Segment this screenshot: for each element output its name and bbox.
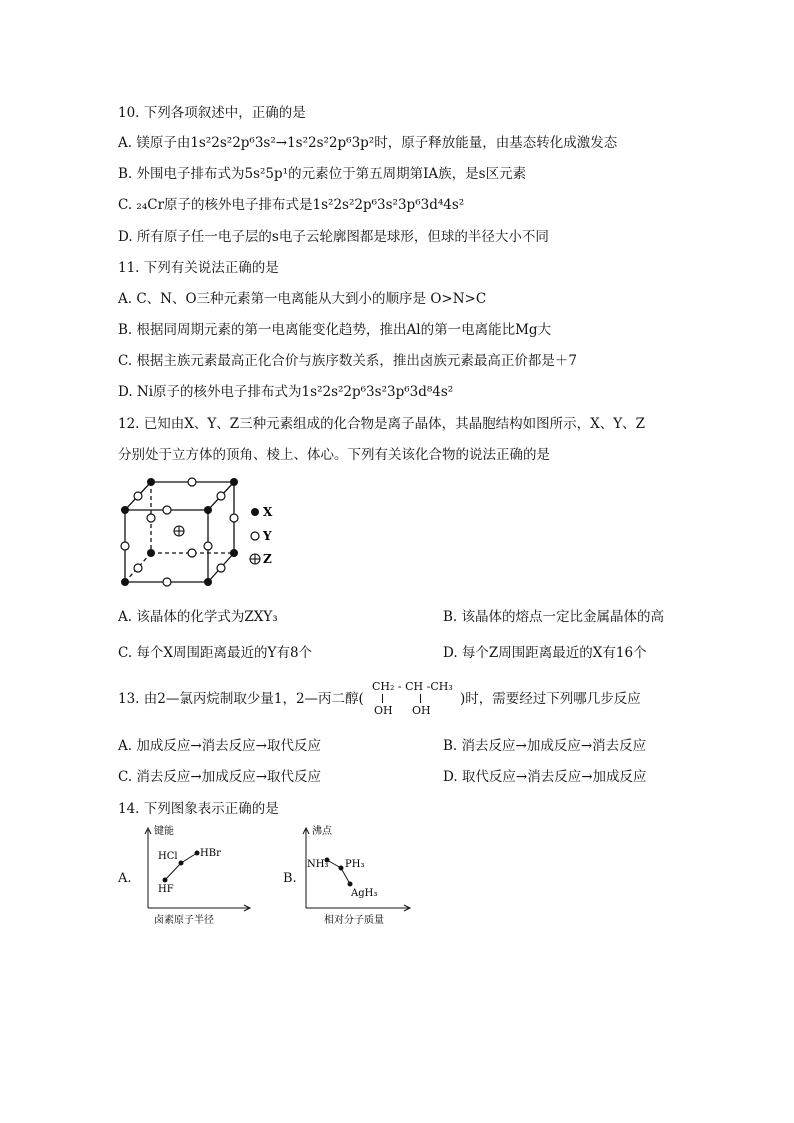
q11-option-b: B. 根据同周期元素的第一电离能变化趋势，推出Al的第一电离能比Mg大 (118, 322, 552, 338)
q12-option-d: D. 每个Z周围距离最近的X有16个 (443, 645, 647, 661)
q13-option-c: C. 消去反应→加成反应→取代反应 (118, 769, 322, 785)
q12-stem-line2: 分别处于立方体的顶角、棱上、体心。下列有关该化合物的说法正确的是 (118, 447, 550, 463)
diol-formula (372, 680, 462, 720)
q13-option-d: D. 取代反应→消去反应→加成反应 (443, 769, 647, 785)
graph-a-point-hf: HF (158, 884, 174, 895)
graph-a-point-hcl: HCl (158, 851, 178, 862)
graph-b-boiling-point (298, 820, 418, 930)
q13-option-a: A. 加成反应→消去反应→取代反应 (118, 738, 321, 754)
hydroxyl-2: OH (412, 704, 431, 717)
q10-option-c: C. ₂₄Cr原子的核外电子排布式是1s²2s²2p⁶3s²3p⁶3d⁴4s² (118, 197, 465, 213)
graph-b-ylabel: 沸点 (312, 826, 332, 837)
graph-b-point-agh3: AgH₃ (351, 888, 378, 899)
crystal-cell-diagram (115, 470, 285, 595)
q11-option-d: D. Ni原子的核外电子排布式为1s²2s²2p⁶3s²3p⁶3d⁸4s² (118, 384, 454, 400)
q12-option-c: C. 每个X周围距离最近的Y有8个 (118, 645, 313, 661)
graph-b-point-ph3: PH₃ (345, 859, 365, 870)
formula-chain: CH₂ - CH -CH₃ (372, 680, 453, 693)
q12-stem-line1: 12. 已知由X、Y、Z三种元素组成的化合物是离子晶体，其晶胞结构如图所示，X、Y、Z (118, 416, 646, 432)
q11-option-c: C. 根据主族元素最高正化合价与族序数关系，推出卤族元素最高正价都是＋7 (118, 353, 578, 369)
q13-stem-post: )时，需要经过下列哪几步反应 (460, 691, 641, 707)
legend-z: Z (263, 552, 272, 566)
graph-b-point-nh3: NH₃ (307, 859, 329, 870)
q12-option-b: B. 该晶体的熔点一定比金属晶体的高 (443, 609, 665, 625)
q11-stem: 11. 下列有关说法正确的是 (118, 260, 279, 276)
graph-a-bond-energy (140, 822, 260, 932)
legend-x: X (263, 505, 273, 519)
q10-option-a: A. 镁原子由1s²2s²2p⁶3s²→1s²2s²2p⁶3p²时，原子释放能量，由基态转化成激发态 (118, 135, 618, 151)
q13-option-b: B. 消去反应→加成反应→消去反应 (443, 738, 647, 754)
q10-stem: 10. 下列各项叙述中，正确的是 (118, 105, 306, 121)
q12-option-a: A. 该晶体的化学式为ZXY₃ (118, 609, 278, 625)
graph-a-ylabel: 键能 (154, 826, 174, 837)
q14-option-b-label: B. (283, 871, 297, 886)
q10-option-d: D. 所有原子任一电子层的s电子云轮廓图都是球形，但球的半径大小不同 (118, 229, 549, 245)
q11-option-a: A. C、N、O三种元素第一电离能从大到小的顺序是 O>N>C (118, 291, 487, 307)
q14-stem: 14. 下列图象表示正确的是 (118, 801, 279, 817)
hydroxyl-1: OH (374, 704, 393, 717)
bond-line-1 (382, 694, 383, 703)
graph-b-xlabel: 相对分子质量 (324, 915, 384, 926)
legend-y: Y (263, 529, 272, 543)
q10-option-b: B. 外围电子排布式为5s²5p¹的元素位于第五周期第ⅠA族，是s区元素 (118, 166, 527, 182)
graph-a-point-hbr: HBr (200, 848, 221, 859)
q14-option-a-label: A. (118, 871, 132, 886)
graph-a-xlabel: 卤素原子半径 (154, 915, 214, 926)
bond-line-2 (420, 694, 421, 703)
q13-stem-pre: 13. 由2—氯丙烷制取少量1，2—丙二醇( (118, 691, 364, 707)
